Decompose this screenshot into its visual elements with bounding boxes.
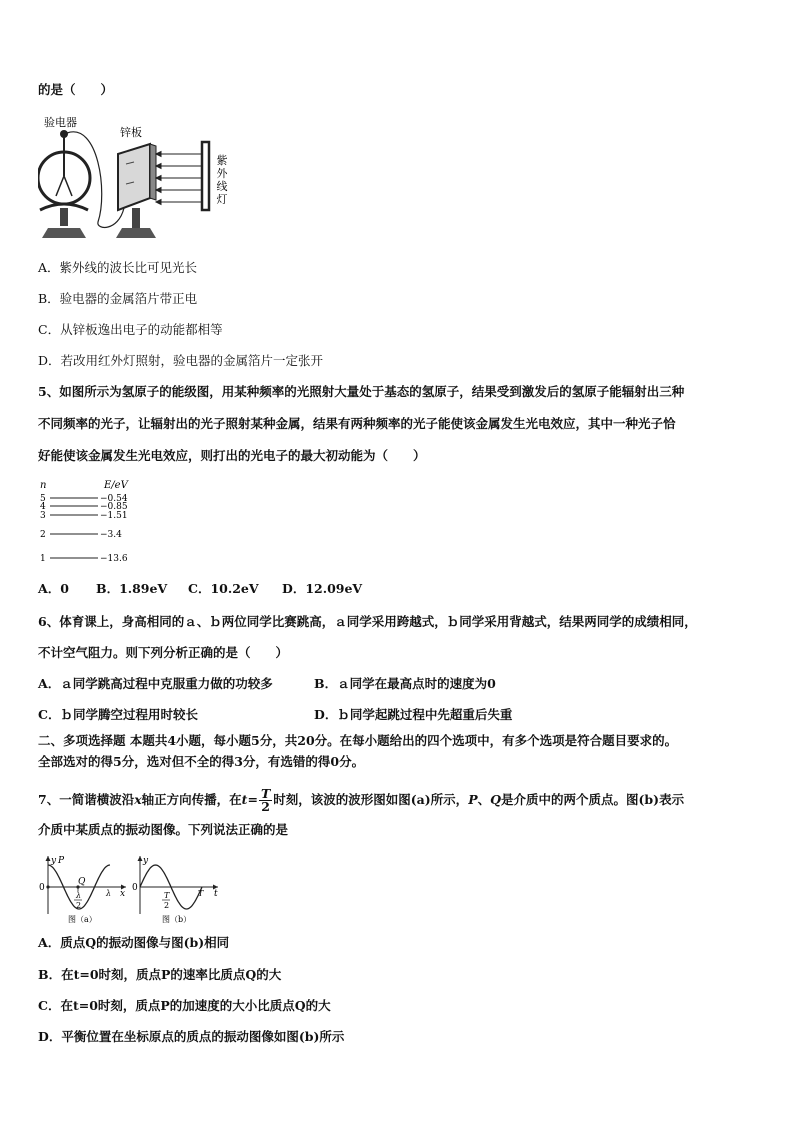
q5-stem-line-2: 不同频率的光子，让辐射出的光子照射某种金属，结果有两种频率的光子能使该金属发生光电效应，其中一种光子恰 [38,416,676,431]
level-n-4: 4 [40,502,46,512]
q6-option-d: D．ｂ同学起跳过程中先超重后失重 [314,707,513,722]
level-n-3: 3 [40,511,46,521]
zinc-plate-base [116,228,156,238]
q7-stem-mid1: 轴正方向传播，在 [141,792,242,807]
electroscope-label: 验电器 [44,116,77,129]
level-energy-3: −1.51 [100,511,128,521]
lambda-label: λ [106,889,112,898]
x-axis-label: x [120,889,126,899]
electroscope-base [42,228,86,238]
uv-lamp-label-4: 灯 [216,193,228,206]
q5-option-a: A．0 [38,581,69,596]
uv-lamp-label-1: 紫 [216,154,228,167]
graph-a-caption: 图（a） [68,915,97,924]
foil-leaf-right [64,176,72,196]
energy-level-diagram [38,476,138,572]
q6-option-b: B．ａ同学在最高点时的速度为0 [314,676,496,691]
energy-levels [40,494,128,564]
wave-graph-a [38,852,130,926]
uv-light-rays [156,152,203,205]
connecting-wire [67,132,124,228]
half-lambda-num: λ [76,891,82,900]
point-p [46,885,49,888]
section2-line-1: 二、多项选择题 本题共4小题，每小题5分，共20分。在每小题给出的四个选项中，有多个选项是符合题目要求的。 [38,733,678,748]
q6-stem-line-2: 不计空气阻力。则下列分析正确的是（ ） [38,645,289,660]
half-t-den: 2 [164,901,170,910]
point-p-label: P [58,856,65,866]
q7-option-c: C．在t=0时刻，质点P的加速度的大小比质点Q的大 [38,998,331,1013]
graph-b-caption: 图（b） [162,915,192,924]
section2-line-2: 全部选对的得5分，选对但不全的得3分，有选错的得0分。 [38,754,365,769]
q4-option-c: C．从锌板逸出电子的动能都相等 [38,322,223,337]
q7-option-b: B．在t=0时刻，质点P的速率比质点Q的大 [38,967,282,982]
level-n-2: 2 [40,530,46,540]
level-energy-5: −0.54 [100,494,128,504]
y-axis-label: y [143,856,149,866]
q5-option-c: C．10.2eV [188,581,259,596]
q4-option-a: A．紫外线的波长比可见光长 [38,260,198,275]
uv-lamp-label-2: 外 [216,167,228,180]
q7-stem-line-2: 介质中某质点的振动图像。下列说法正确的是 [38,822,289,837]
level-energy-2: −3.4 [100,530,122,540]
uv-lamp [202,142,209,210]
var-x: x [134,792,142,807]
electroscope-knob [60,130,68,138]
q5-stem-line-1: 5、如图所示为氢原子的能级图，用某种频率的光照射大量处于基态的氢原子，结果受到激发后的氢原子能辐射出三种 [38,384,685,399]
energy-header: E/eV [104,480,128,491]
q5-stem-line-3: 好能使该金属发生光电效应，则打出的光电子的最大初动能为（ ） [38,448,426,463]
point-q-label: Q [78,877,86,887]
point-q: Q [490,792,501,807]
zinc-plate [118,144,150,210]
period-label: T [198,889,204,898]
q5-option-d: D．12.09eV [282,581,363,596]
uv-lamp-label-3: 线 [216,180,228,193]
q5-option-b: B．1.89eV [96,581,168,596]
origin-label: 0 [132,883,138,893]
half-t-num: T [164,891,170,900]
q7-option-a: A．质点Q的振动图像与图(b)相同 [38,935,230,950]
n-header: n [40,480,47,491]
level-n-1: 1 [40,554,46,564]
y-axis-label: y [51,856,57,866]
origin-label: 0 [39,883,45,893]
zinc-plate-label: 锌板 [120,126,142,139]
half-lambda-den: 2 [76,901,82,910]
q7-stem-mid2: 时刻，该波的波形图如图(a)所示， [273,792,469,807]
level-energy-1: −13.6 [100,554,128,564]
q7-option-d: D．平衡位置在坐标原点的质点的振动图像如图(b)所示 [38,1029,345,1044]
q6-option-c: C．ｂ同学腾空过程用时较长 [38,707,198,722]
point-p: P [468,792,478,807]
q4-option-d: D．若改用红外灯照射，验电器的金属箔片一定张开 [38,353,324,368]
q6-stem-line-1: 6、体育课上，身高相同的ａ、ｂ两位同学比赛跳高，ａ同学采用跨越式，ｂ同学采用背越式，结果两同学的成绩相同， [38,614,697,629]
q7-stem-prefix: 7、一简谐横波沿 [38,792,135,807]
q7-stem-mid3: 是介质中的两个质点。图(b)表示 [501,792,685,807]
t-over-2-fraction: $\frac{T}{2}$ [260,786,271,814]
q7-stem-line-1: 7、一简谐横波沿x轴正方向传播，在t= $\frac{T}{2}$ 时刻，该波的波形图如图(a)所示，P、Q是介质中的两个质点。图(b)表示 [38,786,685,814]
foil-leaf-left [56,176,64,196]
vibration-graph-b [132,852,224,926]
q6-option-a: A．ａ同学跳高过程中克服重力做的功较多 [38,676,273,691]
q4-option-b: B．验电器的金属箔片带正电 [38,291,198,306]
equals-sign: = [247,792,258,807]
level-energy-4: −0.85 [100,502,128,512]
var-t: t [241,792,248,807]
q4-stem-tail: 的是（ ） [38,82,114,97]
level-n-5: 5 [40,494,46,504]
t-axis-label: t [214,889,218,899]
photoelectric-apparatus-figure [38,112,238,247]
